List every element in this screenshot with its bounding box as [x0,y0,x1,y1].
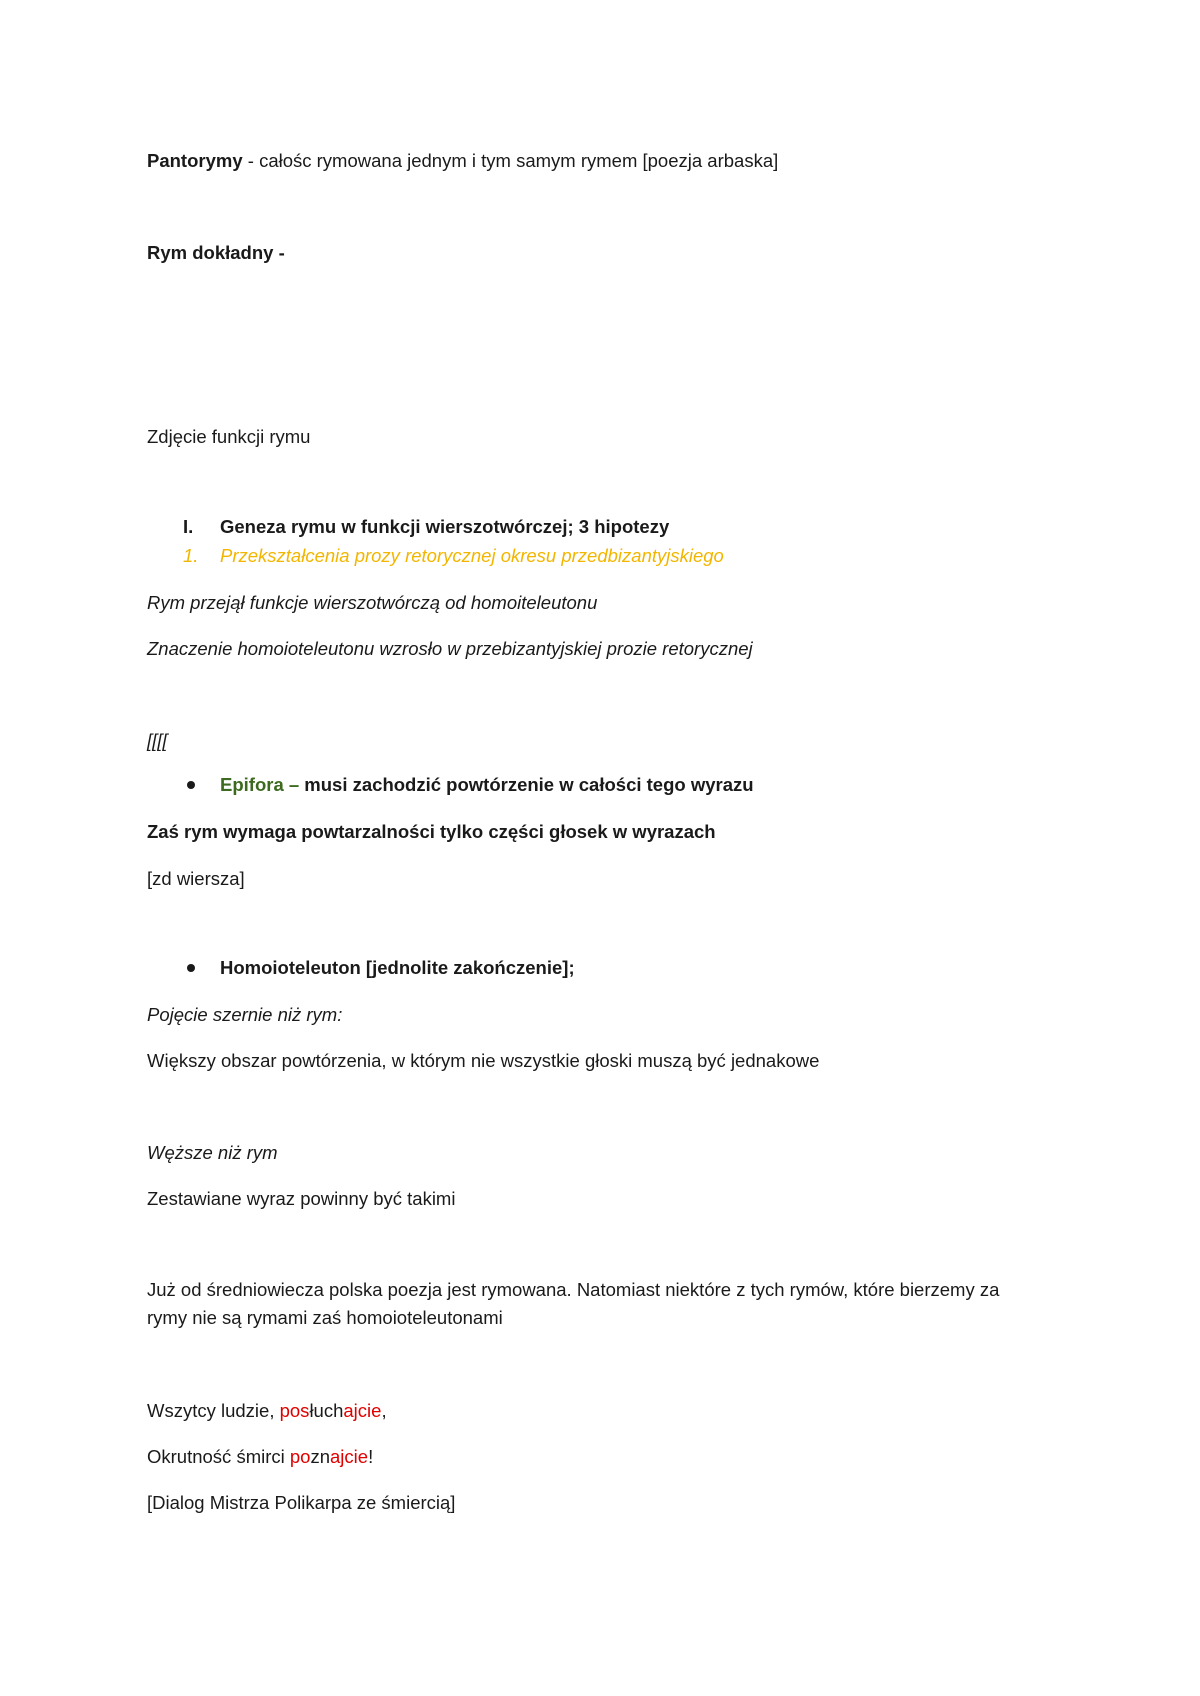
list-marker-roman: I. [183,516,194,537]
poem-text: zn [310,1446,331,1467]
poem-line-1 [147,1398,387,1424]
poem-highlight: po [289,1446,311,1467]
poem-text: łuch [309,1400,344,1421]
zestawiane-line: Zestawiane wyraz powinny być takimi [147,1188,456,1209]
bullet-icon [187,964,195,972]
zdjecie-line: Zdjęcie funkcji rymu [147,426,311,447]
poem-highlight: ajcie [330,1446,369,1467]
poem-text: , [381,1400,387,1421]
juz-od-paragraph: Już od średniowiecza polska poezja jest rymowana. Natomiast niektóre z tych rymów, które bierzemy za rymy nie są rymami zaś homoioteleutonami [147,1279,1000,1328]
zas-rym-line: Zaś rym wymaga powtarzalności tylko części głosek w wyrazach [147,821,716,842]
wezsze-line: Węższe niż rym [147,1142,278,1163]
poem-highlight: pos [279,1400,310,1421]
zd-wiersza-line: [zd wiersza] [147,868,245,889]
epifora-line [220,772,754,798]
rym-przejal-line: Rym przejął funkcje wierszotwórczą od homoiteleutonu [147,592,598,613]
marks-line: [[[[ [147,730,168,751]
pantorymy-term: Pantorymy [147,150,243,171]
znaczenie-line: Znaczenie homoioteleutonu wzrosło w przebizantyjskiej prozie retorycznej [147,638,753,659]
epifora-definition: musi zachodzić powtórzenie w całości tego wyrazu [299,774,754,795]
dialog-line: [Dialog Mistrza Polikarpa ze śmiercią] [147,1492,456,1513]
list-item-przeksztalcenia: Przekształcenia prozy retorycznej okresu przedbizantyjskiego [220,545,724,566]
poem-text: ! [368,1446,374,1467]
epifora-term: Epifora – [220,774,300,795]
poem-highlight: ajcie [343,1400,382,1421]
wiekszy-line: Większy obszar powtórzenia, w którym nie wszystkie głoski muszą być jednakowe [147,1050,820,1071]
homoioteleuton-line: Homoioteleuton [jednolite zakończenie]; [220,957,575,978]
bullet-icon [187,781,195,789]
rym-dokladny-line: Rym dokładny - [147,242,285,263]
pantorymy-definition: - całośc rymowana jednym i tym samym rymem [poezja arbaska] [242,150,779,171]
list-marker-number: 1. [183,545,199,566]
pantorymy-line [147,148,778,174]
pojecie-line: Pojęcie szernie niż rym: [147,1004,343,1025]
poem-line-2 [147,1444,373,1470]
poem-text: Okrutność śmirci [147,1446,290,1467]
poem-text: Wszytcy ludzie, [147,1400,280,1421]
list-item-geneza: Geneza rymu w funkcji wierszotwórczej; 3 hipotezy [220,516,670,537]
